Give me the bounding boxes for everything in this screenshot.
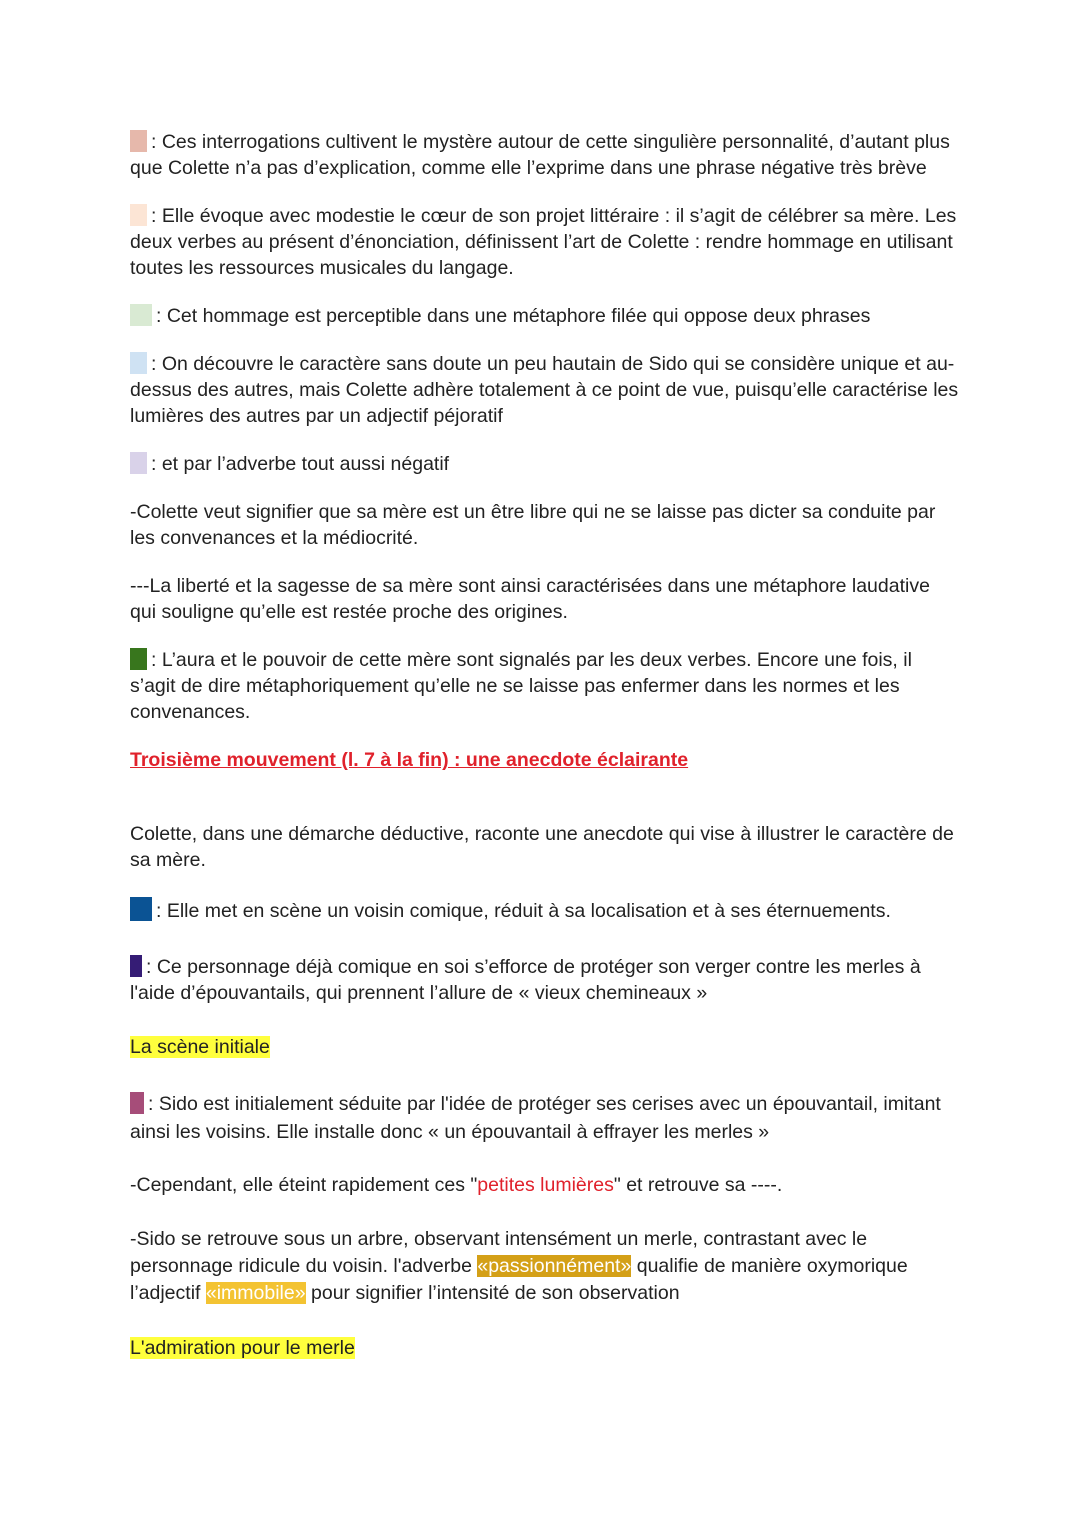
color-swatch-7 — [130, 897, 152, 921]
paragraph-12: : Sido est initialement séduite par l'idée de protéger ses cerises avec un épouvantail, imitant ainsi les voisins. Elle installe donc « un épouvantail à effrayer les merles » — [130, 1093, 941, 1143]
paragraph-14: -Sido se retrouve sous un arbre, observant intensément un merle, contrastant avec le personnage ridicule du voisin. l'adverbe «passionnément» qualifie de manière oxymorique l’adjectif «immobile» pour signifier l’intensité de son observation — [130, 1228, 908, 1304]
paragraph-6: -Colette veut signifier que sa mère est un être libre qui ne se laisse pas dicter sa conduite par les convenances et la médiocrité. — [130, 501, 936, 549]
paragraph-8: : L’aura et le pouvoir de cette mère sont signalés par les deux verbes. Encore une fois, il s’agit de dire métaphoriquement qu’elle ne se laisse pas enfermer dans les normes et les convenances. — [130, 649, 912, 723]
document-page — [130, 129, 960, 1361]
color-swatch-3 — [130, 304, 152, 326]
paragraph-5: : et par l’adverbe tout aussi négatif — [130, 451, 960, 477]
quoted-phrase: petites lumières — [477, 1174, 614, 1196]
color-swatch-5 — [130, 452, 147, 474]
color-swatch-4 — [130, 352, 147, 374]
section-heading: Troisième mouvement (l. 7 à la fin) : une anecdote éclairante — [130, 749, 689, 771]
highlight-immobile: «immobile» — [205, 1282, 306, 1304]
color-swatch-9 — [130, 1092, 144, 1114]
paragraph-10: : Elle met en scène un voisin comique, réduit à sa localisation et à ses éternuements. — [130, 897, 960, 924]
highlight-passionnement: «passionnément» — [477, 1255, 632, 1277]
color-swatch-1 — [130, 130, 147, 152]
paragraph-4: : On découvre le caractère sans doute un peu hautain de Sido qui se considère unique et au- dessus des autres, mais Colette adhère totalement à ce point de vue, puisqu’elle caractérise les lumières des autres par un adjectif péjoratif — [130, 353, 959, 427]
color-swatch-2 — [130, 204, 147, 226]
subheading-scene-initiale: La scène initiale — [130, 1036, 270, 1058]
subheading-admiration: L'admiration pour le merle — [130, 1337, 355, 1359]
color-swatch-6 — [130, 648, 147, 670]
paragraph-1: : Ces interrogations cultivent le mystère autour de cette singulière personnalité, d’autant plus que Colette n’a pas d’explication, comme elle l’exprime dans une phrase négative très brève — [130, 131, 950, 179]
paragraph-2: : Elle évoque avec modestie le cœur de son projet littéraire : il s’agit de célébrer sa mère. Les deux verbes au présent d’énonciation, définissent l’art de Colette : rendre hommage en utilisant toutes les ressources musicales du langage. — [130, 205, 957, 279]
paragraph-9: Colette, dans une démarche déductive, raconte une anecdote qui vise à illustrer le caractère de sa mère. — [130, 823, 954, 871]
paragraph-13: -Cependant, elle éteint rapidement ces "petites lumières" et retrouve sa ----. — [130, 1174, 783, 1196]
color-swatch-8 — [130, 955, 142, 977]
paragraph-7: ---La liberté et la sagesse de sa mère sont ainsi caractérisées dans une métaphore laudative qui souligne qu’elle est restée proche des origines. — [130, 575, 930, 623]
paragraph-3: : Cet hommage est perceptible dans une métaphore filée qui oppose deux phrases — [130, 303, 960, 329]
paragraph-11: : Ce personnage déjà comique en soi s’efforce de protéger son verger contre les merles à l'aide d’épouvantails, qui prennent l’allure de « vieux chemineaux » — [130, 956, 921, 1004]
